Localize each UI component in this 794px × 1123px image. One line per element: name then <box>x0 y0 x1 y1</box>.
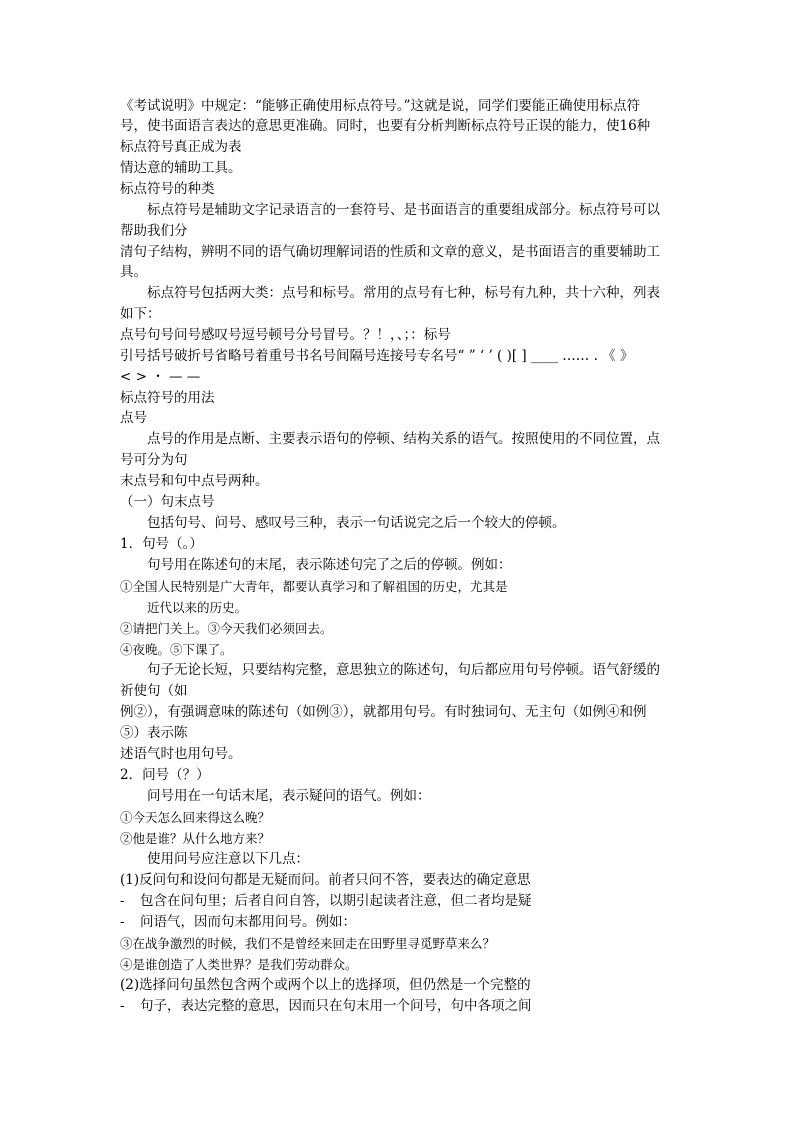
text-line: 末点号和句中点号两种。 <box>120 473 269 489</box>
text-line: 句子，表达完整的意思，因而只在句末用一个问号，句中各项之间 <box>140 998 532 1014</box>
text-line: 标点符号包括两大类：点号和标号。常用的点号有七种，标号有九种，共十六种，列表 <box>147 285 660 301</box>
example-line: ④是谁创造了人类世界？是我们劳动群众。 <box>120 957 358 972</box>
text-line: 标点符号真正成为表 <box>120 139 242 155</box>
continuation-line <box>120 892 532 911</box>
dash-marker: - <box>120 998 125 1014</box>
text-line: 例②），有强调意味的陈述句（如例③），就都用句号。有时独词句、无主句（如例④和例 <box>120 704 647 720</box>
section-heading: 标点符号的用法 <box>120 390 215 406</box>
text-line: 点号句号问号感叹号逗号顿号分号冒号。？！，、；：标号 <box>120 327 451 343</box>
text-line: 号可分为句 <box>120 452 188 468</box>
section-heading: （一）句末点号 <box>120 494 215 510</box>
example-line: ①全国人民特别是广大青年，都要认真学习和了解祖国的历史，尤其是 <box>120 579 508 594</box>
section-heading: 1．句号（。） <box>120 536 203 552</box>
example-line: 近代以来的历史。 <box>147 600 248 615</box>
text-line: 帮助我们分 <box>120 223 188 239</box>
text-line: 句子无论长短，只要结构完整，意思独立的陈述句，句后都应用句号停顿。语气舒缓的 <box>147 662 660 678</box>
text-line: 标点符号是辅助文字记录语言的一套符号、是书面语言的重要组成部分。标点符号可以 <box>147 202 660 218</box>
text-line: ⑤）表示陈 <box>120 725 188 741</box>
section-heading: 点号 <box>120 410 147 426</box>
text-line: 句号用在陈述句的末尾，表示陈述句完了之后的停顿。例如： <box>147 557 512 573</box>
example-line: ④夜晚。⑤下课了。 <box>120 642 233 657</box>
example-line: ②他是谁？从什么地方来？ <box>120 831 271 846</box>
text-line: (2)选择问句虽然包含两个或两个以上的选择项，但仍然是一个完整的 <box>120 977 531 993</box>
section-heading: 标点符号的种类 <box>120 181 215 197</box>
text-line: 点号的作用是点断、主要表示语句的停顿、结构关系的语气。按照使用的不同位置，点 <box>147 431 660 447</box>
text-line: 具。 <box>120 264 147 280</box>
text-line: 包含在问句里；后者自问自答，以期引起读者注意，但二者均是疑 <box>140 893 532 909</box>
dash-marker: - <box>120 914 125 930</box>
text-line: 问号用在一句话末尾，表示疑问的语气。例如： <box>147 788 431 804</box>
example-line: ②请把门关上。③今天我们必须回去。 <box>120 621 333 636</box>
dash-marker: - <box>120 893 125 909</box>
text-line: 包括句号、问号、感叹号三种，表示一句话说完之后一个较大的停顿。 <box>147 515 566 531</box>
text-line: 《考试说明》中规定：“能够正确使用标点符号。”这就是说，同学们要能正确使用标点符 <box>120 98 641 114</box>
text-line: 使用问号应注意以下几点： <box>147 851 309 867</box>
text-line: (1)反问句和设问句都是无疑而问。前者只问不答，要表达的确定意思 <box>120 872 531 888</box>
section-heading: 2．问号（？） <box>120 767 210 783</box>
example-line: ③在战争激烈的时候，我们不是曾经来回走在田野里寻觅野草来么？ <box>120 936 496 951</box>
text-line: 号，使书面语言表达的意思更准确。同时，也要有分析判断标点符号正误的能力，使16种 <box>120 118 651 134</box>
text-line: 述语气时也用句号。 <box>120 746 242 762</box>
text-line: 如下： <box>120 306 161 322</box>
text-line: 问语气，因而句末都用问号。例如： <box>140 914 356 930</box>
text-line: 引号括号破折号省略号着重号书名号间隔号连接号专名号“ ” ‘ ’ ( )[ ] ____ …… . 《 》 <box>120 348 634 364</box>
example-line: ①今天怎么回来得这么晚？ <box>120 810 271 825</box>
text-line: 情达意的辅助工具。 <box>120 160 242 176</box>
text-line: 祈使句（如 <box>120 683 188 699</box>
continuation-line <box>120 913 356 932</box>
text-line: 清句子结构，辨明不同的语气确切理解词语的性质和文章的意义，是书面语言的重要辅助工 <box>120 244 660 260</box>
text-line: < > ・ — — <box>120 369 201 385</box>
continuation-line <box>120 997 532 1016</box>
